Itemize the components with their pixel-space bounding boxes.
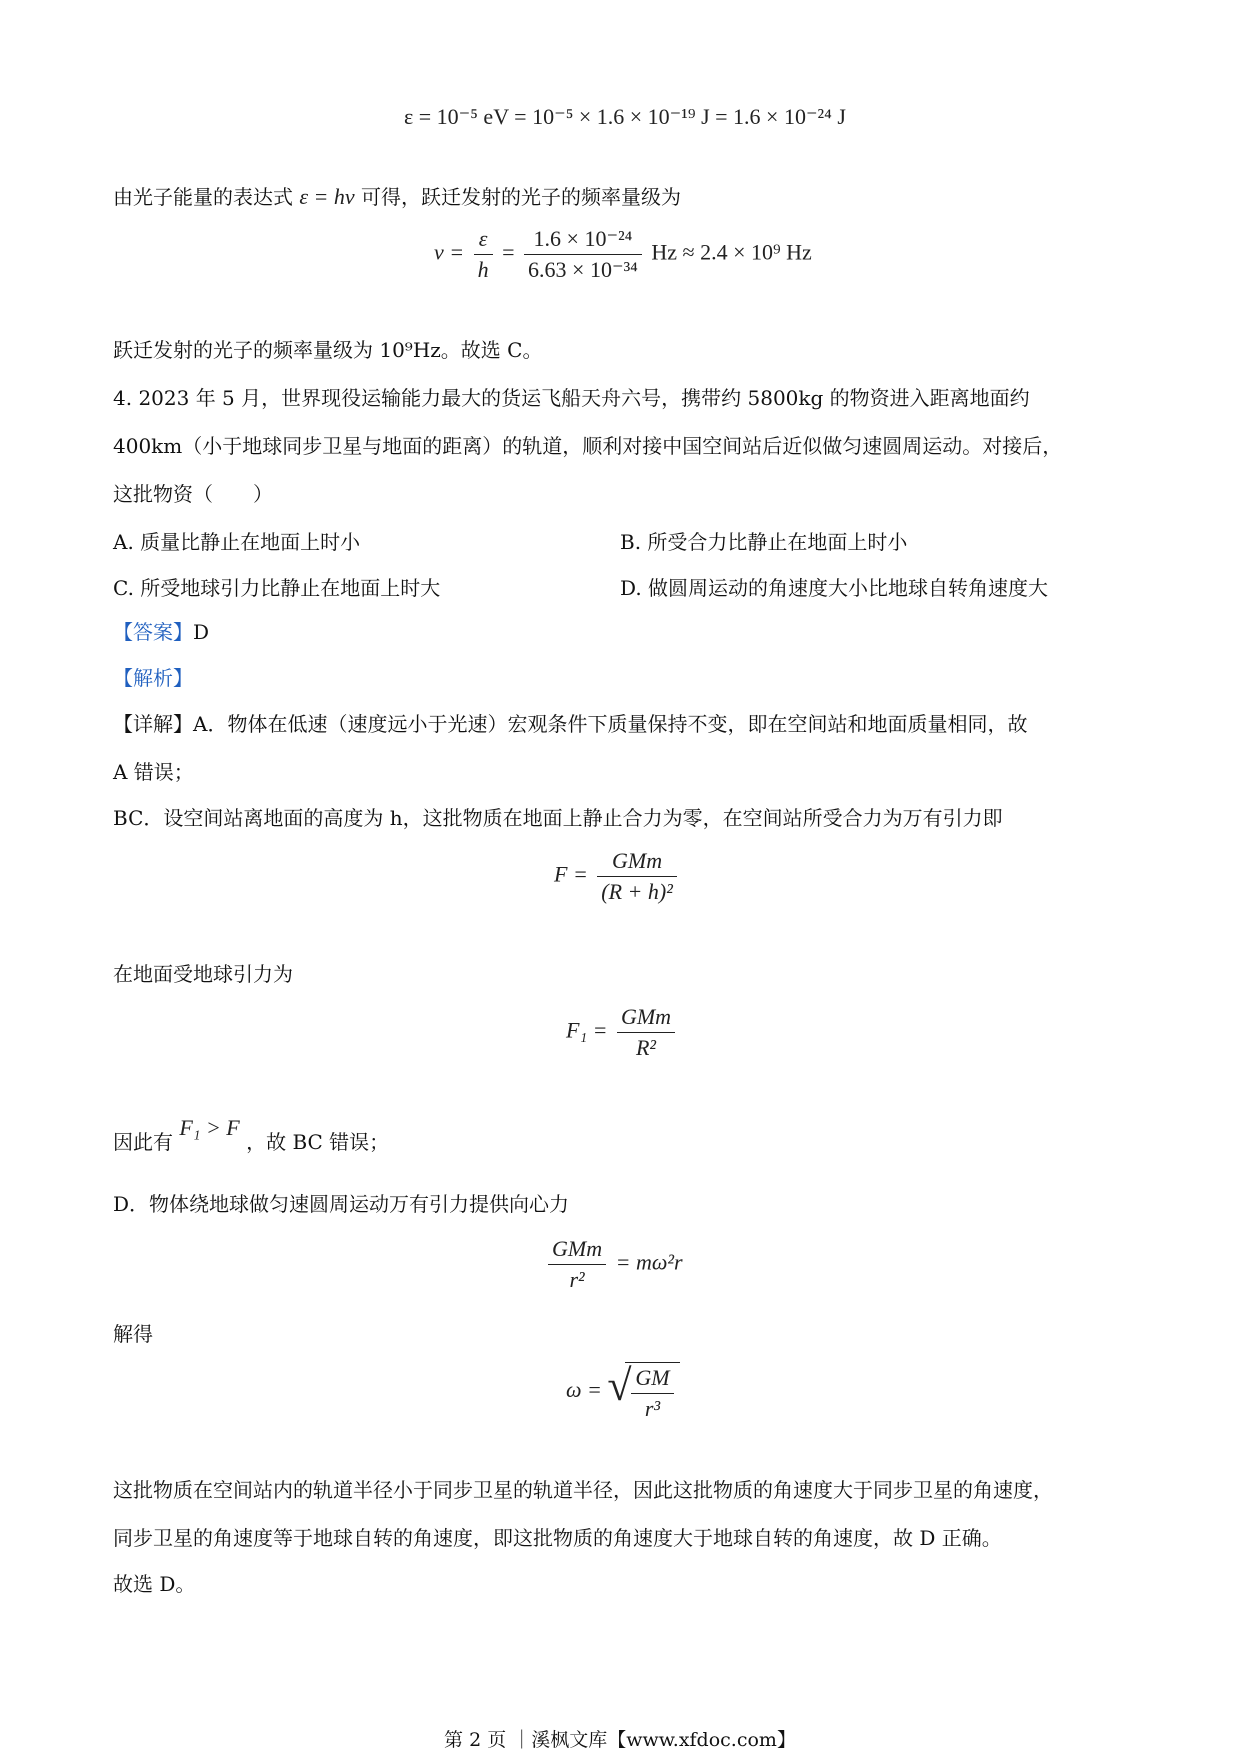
option-d: D. 做圆周运动的角速度大小比地球自转角速度大 — [620, 576, 1049, 600]
therefore-formula: F₁ > F — [179, 1115, 240, 1140]
equation-angular-velocity — [566, 1362, 680, 1422]
radical-icon: √ — [607, 1361, 632, 1410]
photon-formula: ε = hν — [299, 184, 355, 209]
therefore-prefix: 因此有 — [113, 1130, 173, 1154]
equation-energy: ε = 10⁻⁵ eV = 10⁻⁵ × 1.6 × 10⁻¹⁹ J = 1.6 × 10⁻²⁴ J — [404, 104, 846, 129]
option-b: B. 所受合力比静止在地面上时小 — [620, 530, 908, 554]
fraction-gm-over-r3 — [631, 1365, 673, 1422]
final-line-1: 这批物质在空间站内的轨道半径小于同步卫星的轨道半径，因此这批物质的角速度大于同步卫星的角速度， — [113, 1478, 1053, 1502]
conclusion-previous: 跃迁发射的光子的频率量级为 10⁹Hz。故选 C。 — [113, 338, 543, 362]
option-c: C. 所受地球引力比静止在地面上时大 — [113, 576, 441, 600]
therefore-suffix: ，故 BC 错误； — [246, 1130, 390, 1154]
detail-line-2: A 错误； — [113, 760, 194, 784]
omega-denominator: r³ — [644, 1396, 661, 1421]
force-numerator: GMm — [597, 848, 677, 877]
omega-numerator: GM — [631, 1365, 673, 1394]
answer-value: D — [193, 620, 210, 644]
equation-ground-force — [566, 1004, 679, 1061]
question-line-2: 400km（小于地球同步卫星与地面的距离）的轨道，顺利对接中国空间站后近似做匀速圆周运动。对接后， — [113, 434, 1063, 458]
page-footer: 第 2 页 ｜溪枫文库【www.xfdoc.com】 — [444, 1729, 796, 1751]
final-line-3: 故选 D。 — [113, 1572, 196, 1596]
photon-suffix: 可得，跃迁发射的光子的频率量级为 — [361, 185, 681, 209]
fraction-centripetal — [548, 1236, 606, 1293]
frac1-numerator: ε — [474, 226, 493, 255]
ground-force-lhs: F₁ = — [566, 1017, 608, 1043]
fraction-gravity-ground — [617, 1004, 675, 1061]
force-denominator: (R + h)² — [601, 879, 673, 904]
freq-rhs: Hz ≈ 2.4 × 10⁹ Hz — [651, 239, 812, 265]
ground-force-denominator: R² — [635, 1035, 657, 1060]
equation-frequency — [434, 226, 812, 283]
answer-line — [113, 618, 209, 646]
force-lhs: F = — [554, 861, 588, 887]
fraction-gravity-orbit — [597, 848, 677, 905]
equation-circular-motion — [544, 1236, 683, 1293]
equation-net-force — [554, 848, 681, 905]
final-line-2: 同步卫星的角速度等于地球自转的角速度，即这批物质的角速度大于地球自转的角速度，故 D 正确。 — [113, 1526, 1002, 1550]
fraction-epsilon-over-h — [474, 226, 493, 283]
circular-numerator: GMm — [548, 1236, 606, 1265]
omega-lhs: ω = — [566, 1377, 602, 1403]
analysis-tag: 【解析】 — [113, 666, 193, 690]
photon-prefix: 由光子能量的表达式 — [113, 185, 293, 209]
frac2-denominator: 6.63 × 10⁻³⁴ — [528, 257, 638, 282]
option-a: A. 质量比静止在地面上时小 — [113, 530, 361, 554]
detail-line-1: 【详解】A．物体在低速（速度远小于光速）宏观条件下质量保持不变，即在空间站和地面质量相同，故 — [113, 712, 1028, 736]
text-option-d-analysis: D．物体绕地球做匀速圆周运动万有引力提供向心力 — [113, 1192, 570, 1216]
circular-rhs: = mω²r — [615, 1249, 683, 1275]
paragraph-photon — [113, 183, 681, 211]
frac1-denominator: h — [477, 257, 489, 282]
detail-line-3: BC．设空间站离地面的高度为 h，这批物质在地面上静止合力为零，在空间站所受合力为万有引力即 — [113, 806, 1003, 830]
square-root — [607, 1362, 679, 1422]
fraction-energy-over-planck — [524, 226, 642, 283]
circular-denominator: r² — [569, 1267, 585, 1292]
ground-force-numerator: GMm — [617, 1004, 675, 1033]
frac2-numerator: 1.6 × 10⁻²⁴ — [524, 226, 642, 255]
answer-tag: 【答案】 — [113, 620, 193, 644]
question-line-3: 这批物资（ ） — [113, 482, 273, 506]
question-line-1: 4. 2023 年 5 月，世界现役运输能力最大的货运飞船天舟六号，携带约 5800kg 的物资进入距离地面约 — [113, 386, 1030, 410]
text-therefore — [113, 1115, 390, 1156]
freq-lhs: ν = — [434, 239, 465, 265]
text-solve: 解得 — [113, 1322, 153, 1346]
text-ground-gravity: 在地面受地球引力为 — [113, 962, 293, 986]
freq-equals: = — [502, 239, 515, 265]
